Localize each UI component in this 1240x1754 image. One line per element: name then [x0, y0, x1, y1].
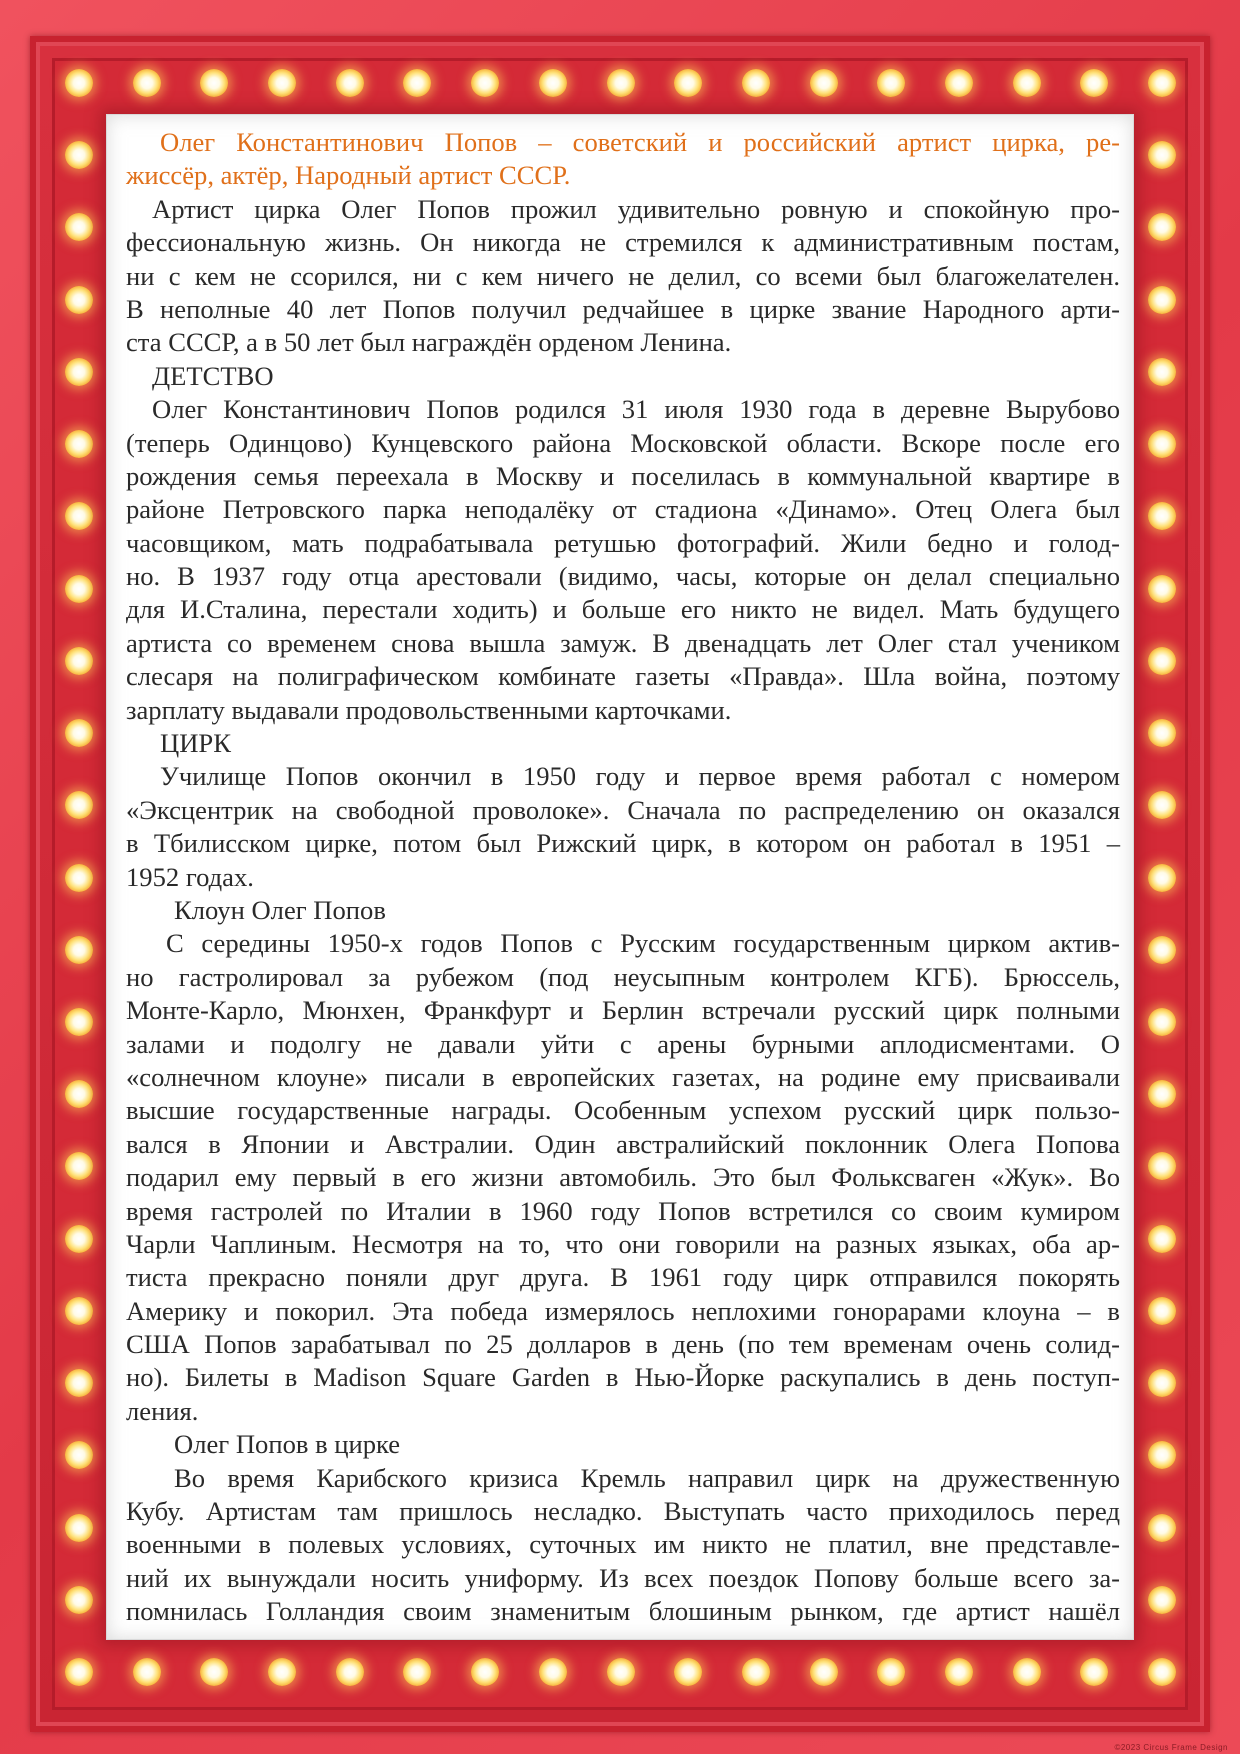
article-line: время гастролей по Италии в 1960 году Попов встретился со своим кумиром [126, 1195, 1120, 1226]
article-line: ста СССР, а в 50 лет был награждён орденом Ленина. [126, 327, 732, 358]
article-line: рождения семья переехала в Москву и поселилась в коммунальной квартире в [126, 460, 1120, 491]
article-line: ний их вынуждали носить униформу. Из всех поездок Попову больше всего за- [126, 1562, 1120, 1593]
article-line: артиста со временем снова вышла замуж. В двенадцать лет Олег стал учеником [126, 627, 1120, 658]
article-line: Чарли Чаплиным. Несмотря на то, что они говорили на разных языках, оба ар- [126, 1228, 1120, 1259]
article-line: помнилась Голландия своим знаменитым блошиным рынком, где артист нашёл [126, 1596, 1120, 1627]
article-line: Кубу. Артистам там пришлось несладко. Выступать часто приходилось перед [126, 1496, 1120, 1527]
article-line: Училище Попов окончил в 1950 году и первое время работал с номером [160, 761, 1120, 792]
article-line: тиста прекрасно поняли друг друга. В 1961 году цирк отправился покорять [126, 1262, 1120, 1293]
article-line: США Попов зарабатывал по 25 долларов в день (по тем временам очень солид- [126, 1329, 1120, 1360]
article-line: в Тбилисском цирке, потом был Рижский цирк, в котором он работал в 1951 – [126, 828, 1120, 859]
article-line: для И.Сталина, перестали ходить) и больше его никто не видел. Мать будущего [126, 594, 1120, 625]
article-line: слесаря на полиграфическом комбинате газеты «Правда». Шла война, поэтому [126, 661, 1120, 692]
article-line: ни с кем не ссорился, ни с кем ничего не делил, со всеми был благожелателен. [126, 260, 1120, 291]
article-line: вался в Японии и Австралии. Один австралийский поклонник Олега Попова [126, 1128, 1120, 1159]
article-line: ДЕТСТВО [152, 360, 274, 391]
article-line: военными в полевых условиях, суточных им никто не платил, вне представле- [126, 1529, 1120, 1560]
article-line: ЦИРК [160, 728, 231, 759]
article-line: районе Петровского парка неподалёку от стадиона «Динамо». Отец Олега был [126, 494, 1120, 525]
text-panel [106, 114, 1134, 1640]
article-line: С середины 1950-х годов Попов с Русским государственным цирком актив- [166, 928, 1120, 959]
lead-paragraph-line: Олег Константинович Попов – советский и российский артист цирка, ре- [160, 127, 1120, 157]
lead-paragraph-line: жиссёр, актёр, Народный артист СССР. [126, 160, 571, 191]
article-line: Олег Константинович Попов родился 31 июля 1930 года в деревне Вырубово [152, 394, 1120, 425]
article-line: но). Билеты в Madison Square Garden в Нью-Йорке раскупались в день поступ- [126, 1362, 1120, 1393]
article-line: Олег Попов в цирке [174, 1429, 401, 1460]
article-line: зарплату выдавали продовольственными карточками. [126, 694, 732, 725]
article-line: фессиональную жизнь. Он никогда не стремился к административным постам, [126, 227, 1120, 258]
article-line: «солнечном клоуне» писали в европейских газетах, на родине ему присваивали [126, 1061, 1120, 1092]
article-body [126, 126, 1120, 1629]
article-line: подарил ему первый в его жизни автомобиль. Это был Фольксваген «Жук». Во [126, 1162, 1120, 1193]
article-line: Клоун Олег Попов [174, 894, 386, 925]
footer-watermark: ©2023 Circus Frame Design [1114, 1743, 1228, 1752]
article-line: залами и подолгу не давали уйти с арены бурными аплодисментами. О [126, 1028, 1120, 1059]
article-line: Артист цирка Олег Попов прожил удивительно ровную и спокойную про- [152, 193, 1120, 224]
article-line: Монте-Карло, Мюнхен, Франкфурт и Берлин встречали русский цирк полными [126, 995, 1120, 1026]
article-line: ления. [126, 1395, 199, 1426]
article-line: «Эксцентрик на свободной проволоке». Сначала по распределению он оказался [126, 794, 1120, 825]
article-line: Америку и покорил. Эта победа измерялось неплохими гонорарами клоуна – в [126, 1295, 1120, 1326]
article-line: но. В 1937 году отца арестовали (видимо, часы, которые он делал специально [126, 561, 1120, 592]
article-line: Во время Карибского кризиса Кремль направил цирк на дружественную [174, 1462, 1120, 1493]
article-line: высшие государственные награды. Особенным успехом русский цирк пользо- [126, 1095, 1120, 1126]
article-line: (теперь Одинцово) Кунцевского района Московской области. Вскоре после его [126, 427, 1120, 458]
article-line: но гастролировал за рубежом (под неусыпным контролем КГБ). Брюссель, [126, 961, 1120, 992]
article-line: В неполные 40 лет Попов получил редчайшее в цирке звание Народного арти- [126, 293, 1120, 324]
article-line: часовщиком, мать подрабатывала ретушью фотографий. Жили бедно и голод- [126, 527, 1120, 558]
article-line: 1952 годах. [126, 861, 254, 892]
